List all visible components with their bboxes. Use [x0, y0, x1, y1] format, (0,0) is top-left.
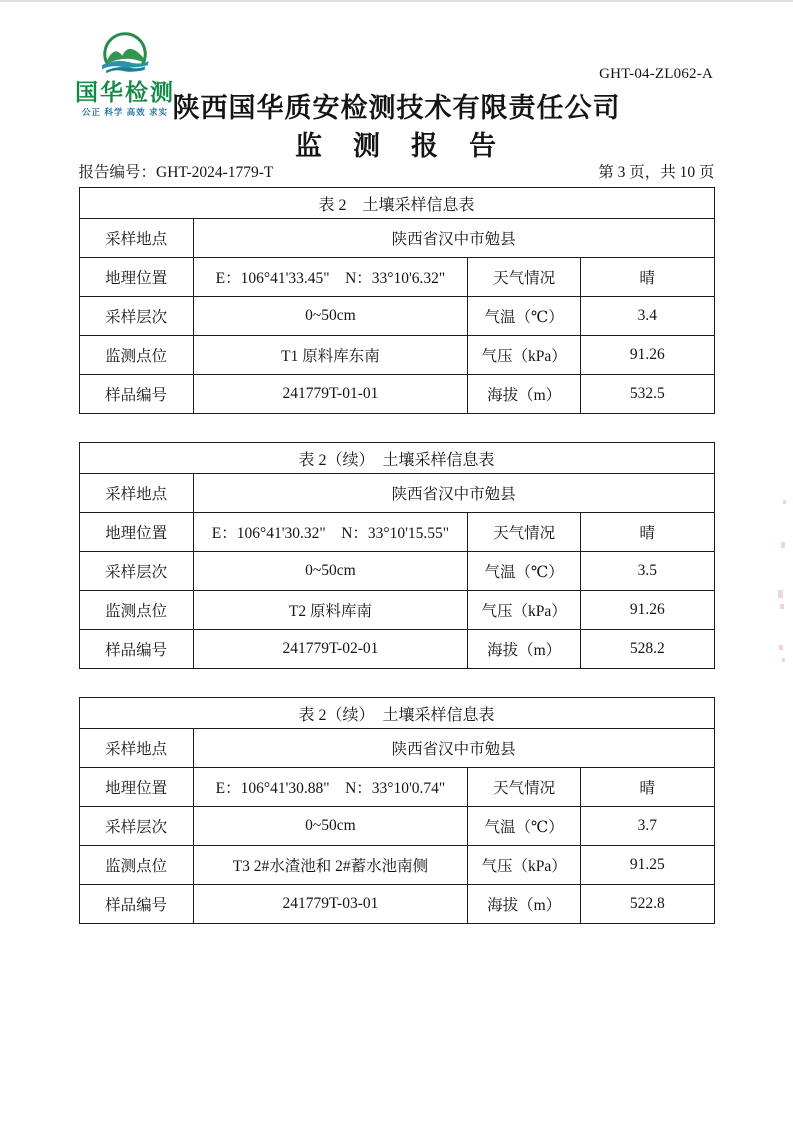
cell-value: 91.25: [581, 846, 714, 885]
cell-label: 气压（kPa）: [468, 336, 581, 375]
cell-value: 522.8: [581, 885, 714, 924]
cell-value: 0~50cm: [193, 807, 467, 846]
cell-value: 陕西省汉中市勉县: [193, 729, 714, 768]
cell-value: 晴: [581, 768, 714, 807]
cell-value: 0~50cm: [193, 552, 467, 591]
cell-value: 528.2: [581, 630, 714, 669]
cell-value: 91.26: [581, 591, 714, 630]
cell-value: E：106°41'33.45" N：33°10'6.32": [193, 258, 467, 297]
cell-label: 采样地点: [79, 474, 193, 513]
cell-value: T3 2#水渣池和 2#蓄水池南侧: [193, 846, 467, 885]
cell-label: 样品编号: [79, 885, 193, 924]
cell-value: 241779T-02-01: [193, 630, 467, 669]
cell-label: 采样层次: [79, 807, 193, 846]
cell-value: 晴: [581, 258, 714, 297]
scan-edge: [0, 0, 793, 2]
cell-label: 气温（℃）: [468, 552, 581, 591]
cell-value: 3.5: [581, 552, 714, 591]
cell-value: 3.4: [581, 297, 714, 336]
soil-sampling-table-2: [79, 442, 715, 669]
cell-label: 采样层次: [79, 552, 193, 591]
cell-label: 天气情况: [468, 258, 581, 297]
tables-container: [79, 187, 715, 924]
cell-label: 监测点位: [79, 591, 193, 630]
cell-value: T2 原料库南: [193, 591, 467, 630]
cell-label: 海拔（m）: [468, 375, 581, 414]
table-title: 表 2 土壤采样信息表: [79, 188, 714, 219]
cell-value: 241779T-03-01: [193, 885, 467, 924]
cell-label: 气压（kPa）: [468, 591, 581, 630]
cell-value: 晴: [581, 513, 714, 552]
cell-value: 241779T-01-01: [193, 375, 467, 414]
logo-slogan: 公正 科学 高效 求实: [81, 107, 169, 118]
cell-label: 样品编号: [79, 375, 193, 414]
cell-label: 天气情况: [468, 768, 581, 807]
cell-label: 气温（℃）: [468, 297, 581, 336]
cell-value: 陕西省汉中市勉县: [193, 474, 714, 513]
document-code: GHT-04-ZL062-A: [599, 66, 713, 82]
cell-value: E：106°41'30.32" N：33°10'15.55": [193, 513, 467, 552]
company-name: 陕西国华质安检测技术有限责任公司: [172, 93, 621, 123]
table-title: 表 2（续） 土壤采样信息表: [79, 443, 714, 474]
logo-name: 国华检测: [75, 79, 175, 105]
cell-value: 91.26: [581, 336, 714, 375]
cell-value: T1 原料库东南: [193, 336, 467, 375]
cell-label: 采样地点: [79, 729, 193, 768]
cell-label: 气压（kPa）: [468, 846, 581, 885]
cell-value: 0~50cm: [193, 297, 467, 336]
cell-label: 地理位置: [79, 258, 193, 297]
mountain-water-logo-icon: [91, 26, 159, 80]
cell-label: 气温（℃）: [468, 807, 581, 846]
company-logo: [58, 26, 192, 118]
cell-value: 陕西省汉中市勉县: [193, 219, 714, 258]
cell-value: 3.7: [581, 807, 714, 846]
cell-label: 天气情况: [468, 513, 581, 552]
cell-label: 监测点位: [79, 846, 193, 885]
table-title: 表 2（续） 土壤采样信息表: [79, 698, 714, 729]
report-meta-row: [79, 163, 715, 185]
cell-label: 海拔（m）: [468, 630, 581, 669]
soil-sampling-table-3: [79, 697, 715, 924]
cell-label: 监测点位: [79, 336, 193, 375]
page-indicator: 第 3 页，共 10 页: [598, 164, 715, 182]
report-title: 监 测 报 告: [295, 131, 498, 162]
cell-value: 532.5: [581, 375, 714, 414]
cell-label: 地理位置: [79, 768, 193, 807]
cell-label: 采样层次: [79, 297, 193, 336]
cell-value: E：106°41'30.88" N：33°10'0.74": [193, 768, 467, 807]
cell-label: 样品编号: [79, 630, 193, 669]
soil-sampling-table-1: [79, 187, 715, 414]
cell-label: 海拔（m）: [468, 885, 581, 924]
cell-label: 地理位置: [79, 513, 193, 552]
cell-label: 采样地点: [79, 219, 193, 258]
report-number: 报告编号：GHT-2024-1779-T: [78, 164, 274, 182]
